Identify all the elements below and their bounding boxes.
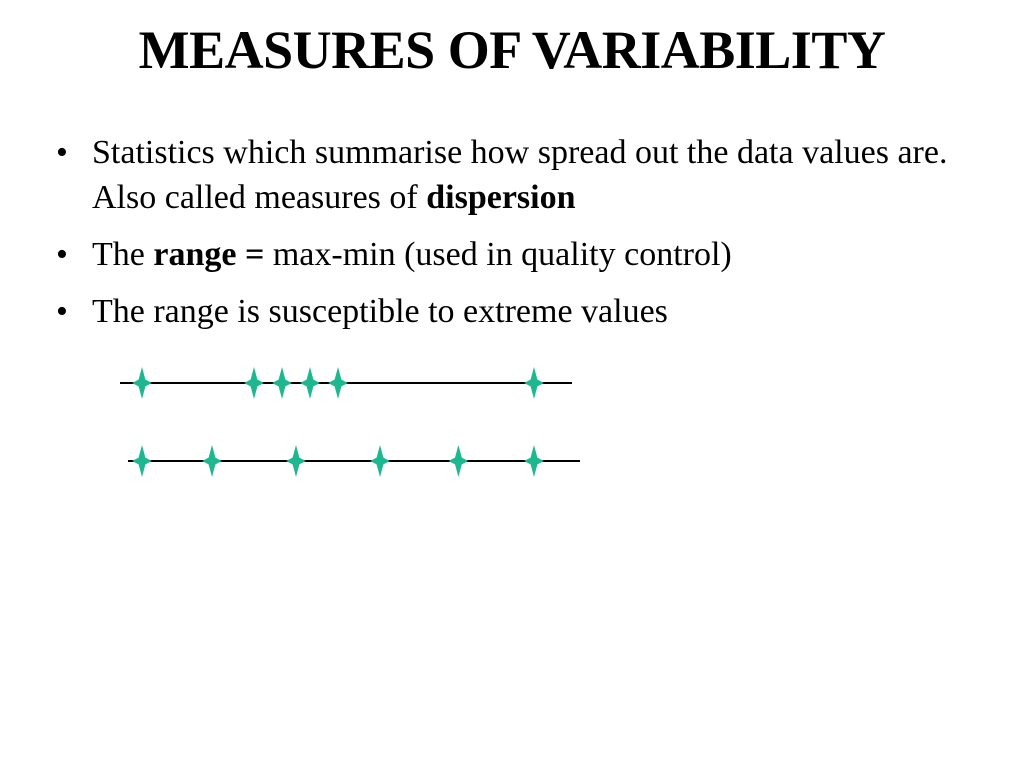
data-point-star-icon — [524, 367, 544, 399]
bullet-dot-icon: • — [56, 293, 68, 330]
data-point-star-icon — [524, 445, 544, 477]
bullet-text: The — [92, 236, 154, 273]
bullet-range — [56, 232, 956, 277]
bullet-text: Statistics which summarise how spread out the data values are. Also called measures of — [92, 134, 948, 216]
data-point-star-icon — [448, 445, 468, 477]
data-point-star-icon — [244, 367, 264, 399]
slide-title: MEASURES OF VARIABILITY — [138, 20, 886, 80]
bullet-bold-text: range = — [153, 236, 265, 273]
data-point-star-icon — [370, 445, 390, 477]
bullet-bold-text: dispersion — [426, 179, 576, 216]
data-point-star-icon — [286, 445, 306, 477]
data-point-star-icon — [202, 445, 222, 477]
data-point-star-icon — [328, 367, 348, 399]
data-point-star-icon — [132, 367, 152, 399]
data-point-star-icon — [272, 367, 292, 399]
data-point-star-icon — [132, 445, 152, 477]
bullet-dot-icon: • — [56, 134, 68, 171]
bullet-dispersion — [56, 130, 956, 220]
bullet-list — [56, 130, 956, 346]
bullet-dot-icon: • — [56, 236, 68, 273]
data-point-star-icon — [300, 367, 320, 399]
bullet-text: The range is susceptible to extreme values — [92, 293, 668, 330]
bullet-extreme-values — [56, 289, 956, 334]
bullet-text-after: max-min (used in quality control) — [264, 236, 732, 273]
